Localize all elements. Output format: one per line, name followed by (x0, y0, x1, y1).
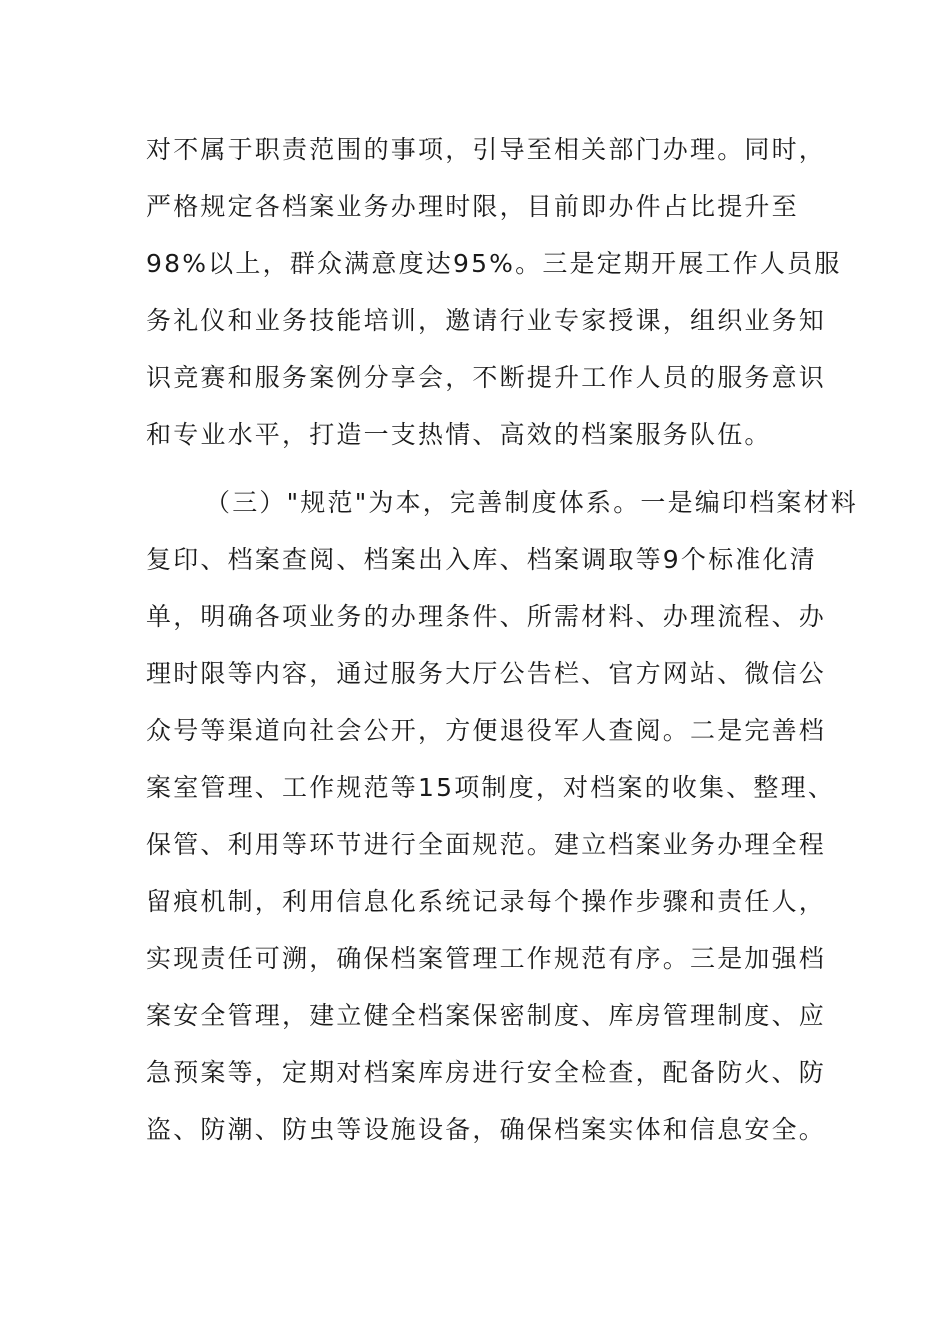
text-line: 实现责任可溯，确保档案管理工作规范有序。三是加强档 (146, 944, 827, 973)
text-line: 留痕机制，利用信息化系统记录每个操作步骤和责任人， (146, 887, 827, 916)
text-line: 单，明确各项业务的办理条件、所需材料、办理流程、办 (146, 602, 827, 631)
text-line: 理时限等内容，通过服务大厅公告栏、官方网站、微信公 (146, 659, 827, 688)
text-line: 识竞赛和服务案例分享会，不断提升工作人员的服务意识 (146, 363, 827, 392)
text-line: 众号等渠道向社会公开，方便退役军人查阅。二是完善档 (146, 716, 827, 745)
text-line: 98%以上，群众满意度达95%。三是定期开展工作人员服 (146, 249, 842, 278)
text-line: 案室管理、工作规范等15项制度，对档案的收集、整理、 (146, 773, 836, 802)
text-line: 复印、档案查阅、档案出入库、档案调取等9个标准化清 (146, 545, 817, 574)
text-line: 保管、利用等环节进行全面规范。建立档案业务办理全程 (146, 830, 827, 859)
text-line: 案安全管理，建立健全档案保密制度、库房管理制度、应 (146, 1001, 827, 1030)
text-line: 对不属于职责范围的事项，引导至相关部门办理。同时， (146, 135, 827, 164)
text-line: 急预案等，定期对档案库房进行安全检查，配备防火、防 (146, 1058, 827, 1087)
section-heading-line: （三）"规范"为本，完善制度体系。一是编印档案材料 (205, 488, 859, 517)
text-line: 务礼仪和业务技能培训，邀请行业专家授课，组织业务知 (146, 306, 827, 335)
text-line: 和专业水平，打造一支热情、高效的档案服务队伍。 (146, 420, 772, 449)
text-line: 盗、防潮、防虫等设施设备，确保档案实体和信息安全。 (146, 1115, 827, 1144)
text-line: 严格规定各档案业务办理时限，目前即办件占比提升至 (146, 192, 799, 221)
